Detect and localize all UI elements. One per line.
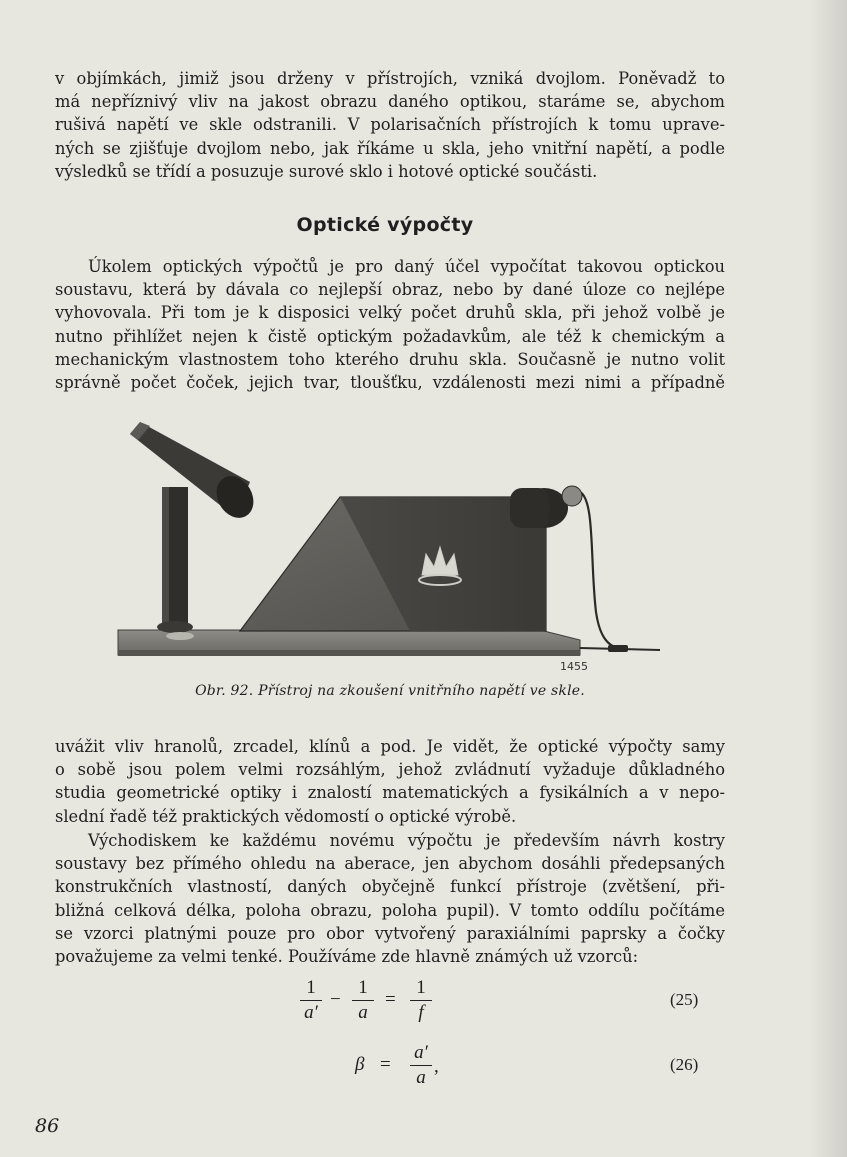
text-line: uvážit vliv hranolů, zrcadel, klínů a pod. Je vidět, že optické výpočty samy (55, 737, 725, 756)
numerator: 1 (352, 977, 374, 1001)
text-line: slední řadě též praktických vědomostí o optické výrobě. (55, 806, 517, 826)
intro-paragraph (55, 67, 725, 183)
numerator: a′ (410, 1042, 432, 1066)
fraction (410, 1042, 432, 1089)
numerator: 1 (300, 977, 322, 1001)
denominator: a (416, 1067, 426, 1088)
text-line: konstrukčních vlastností, daných obyčejně funkcí přístroje (zvětšení, při- (55, 877, 725, 897)
text-line: ných se zjišťuje dvojlom nebo, jak říkáme u skla, jeho vnitřní napětí, a podle (55, 138, 725, 158)
section-heading: Optické výpočty (296, 214, 474, 236)
minus-sign: − (330, 989, 341, 1010)
figure-caption: Obr. 92. Přístroj na zkoušení vnitřního napětí ve skle. (195, 683, 585, 699)
denominator: f (418, 1002, 424, 1023)
equals-sign: = (380, 1054, 391, 1075)
equation-26 (0, 1042, 847, 1092)
text-line: soustavu, která by dávala co nejlepší obraz, nebo by dané úloze co nejlépe (55, 280, 725, 300)
numerator: 1 (410, 977, 432, 1001)
text-line: považujeme za velmi tenké. Používáme zde hlavně známých už vzorců: (55, 947, 639, 967)
text-line: nutno přihlížet nejen k čistě optickým požadavkům, ale též k chemickým a (55, 326, 725, 346)
equation-number: (25) (670, 990, 699, 1009)
fraction (300, 977, 322, 1024)
beta-symbol: β (355, 1054, 365, 1075)
text-line: mechanickým vlastnostem toho kterého druhu skla. Současně je nutno volit (55, 349, 725, 369)
equation-25 (0, 977, 847, 1027)
equation-number: (26) (670, 1055, 699, 1074)
paragraph-3 (55, 829, 725, 968)
text-line: studia geometrické optiky i znalostí matematických a fysikálních a v nepo- (55, 783, 725, 803)
text-line: v objímkách, jimiž jsou drženy v přístrojích, vzniká dvojlom. Poněvadž to (55, 69, 725, 88)
comma: , (434, 1056, 439, 1077)
plate-number: 1455 (560, 660, 588, 673)
page-number: 86 (35, 1115, 60, 1137)
text-line: správně počet čoček, jejich tvar, tloušťku, vzdálenosti mezi nimi a případně (55, 373, 725, 393)
text-line: soustavy bez přímého ohledu na aberace, jen abychom dosáhli předepsaných (55, 854, 725, 874)
text-line: se vzorci platnými pouze pro obor vytvořený paraxiálními paprsky a čočky (55, 923, 725, 943)
figure-apparatus-photo (110, 412, 670, 677)
fraction (410, 977, 432, 1024)
denominator: a′ (304, 1002, 318, 1023)
text-line: výsledků se třídí a posuzuje surové sklo i hotové optické součásti. (55, 161, 598, 181)
equals-sign: = (385, 989, 396, 1010)
denominator: a (358, 1002, 368, 1023)
fraction (352, 977, 374, 1024)
text-line: vyhovovala. Při tom je k disposici velký počet druhů skla, při jehož volbě je (55, 303, 725, 323)
text-line: o sobě jsou polem velmi rozsáhlým, jehož zvládnutí vyžaduje důkladného (55, 760, 725, 780)
text-line: rušivá napětí ve skle odstranili. V polarisačních přístrojích k tomu uprave- (55, 115, 725, 135)
paragraph-1 (55, 255, 725, 394)
text-line: Východiskem ke každému novému výpočtu je především návrh kostry (88, 831, 725, 850)
text-line: Úkolem optických výpočtů je pro daný účel vypočítat takovou optickou (88, 257, 725, 276)
paragraph-2 (55, 735, 725, 828)
text-line: má nepříznivý vliv na jakost obrazu daného optikou, staráme se, abychom (55, 92, 725, 112)
text-line: bližná celková délka, poloha obrazu, poloha pupil). V tomto oddílu počítáme (55, 900, 725, 920)
